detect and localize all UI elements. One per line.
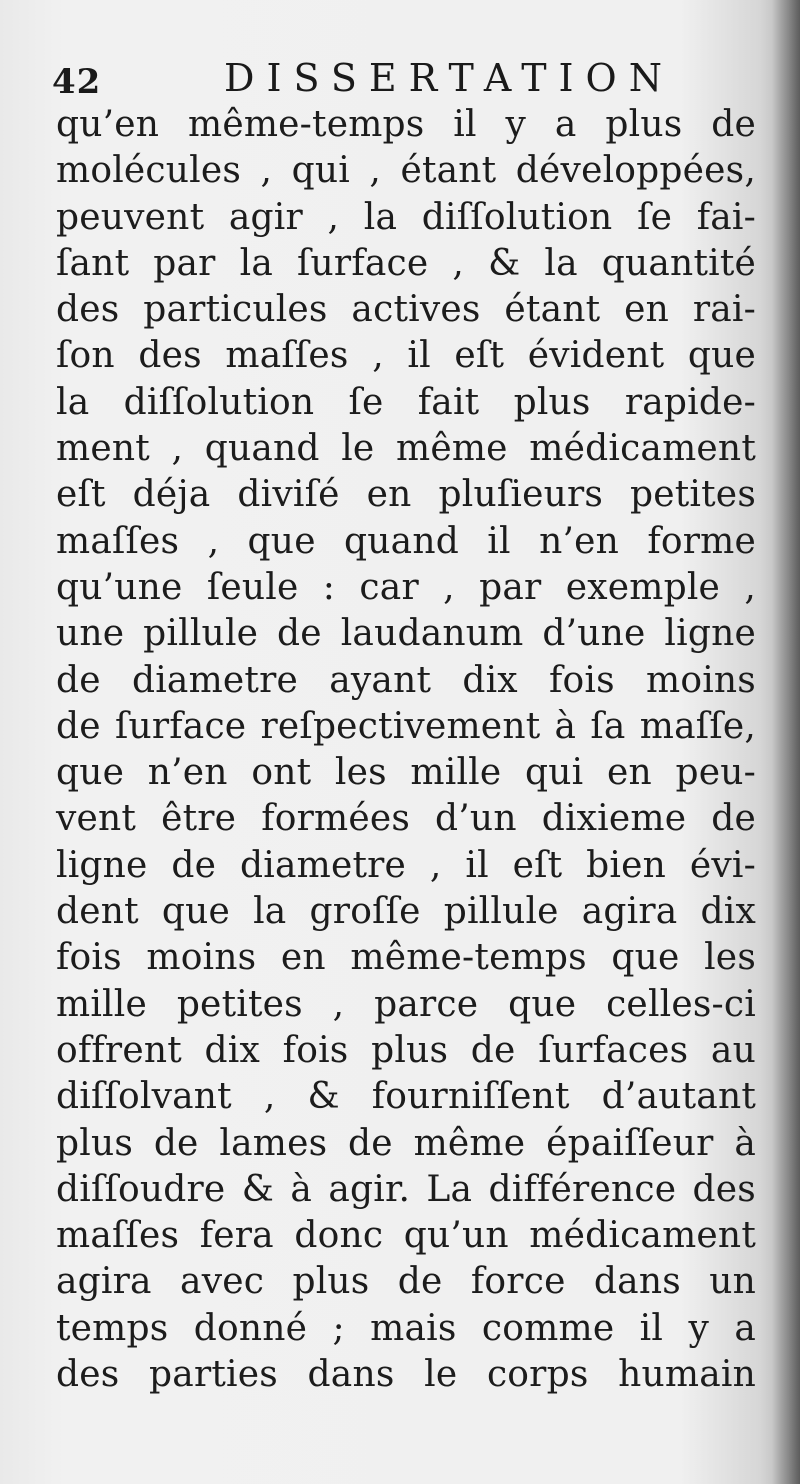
text-line: ſant par la ſurface , & la quantité <box>56 242 756 284</box>
text-line: temps donné ; mais comme il y a <box>56 1307 756 1349</box>
text-line: ſon des maſſes , il eſt évident que <box>56 335 756 377</box>
text-line: ligne de diametre , il eſt bien évi- <box>56 844 756 886</box>
text-line: peuvent agir , la diſſolution ſe fai- <box>56 196 756 238</box>
text-line: agira avec plus de force dans un <box>56 1261 756 1303</box>
page-edge-shadow <box>772 0 800 1484</box>
page-number: 42 <box>52 62 102 102</box>
text-line: de ſurface reſpectivement à ſa maſſe, <box>56 705 756 747</box>
text-line: maſſes fera donc qu’un médicament <box>56 1215 756 1257</box>
text-line: une pillule de laudanum d’une ligne <box>56 613 756 655</box>
text-line: vent être formées d’un dixieme de <box>56 798 756 840</box>
text-line: la diſſolution ſe fait plus rapide- <box>56 381 756 423</box>
text-line: des parties dans le corps humain <box>56 1354 756 1396</box>
text-line: molécules , qui , étant développées, <box>56 150 756 192</box>
running-title: DISSERTATION <box>224 56 674 100</box>
text-line: dent que la groſſe pillule agira dix <box>56 891 756 933</box>
text-line: mille petites , parce que celles-ci <box>56 983 756 1025</box>
text-line: offrent dix fois plus de ſurfaces au <box>56 1029 756 1071</box>
text-line: plus de lames de même épaiſſeur à <box>56 1122 756 1164</box>
text-line: diſſoudre & à agir. La différence des <box>56 1168 756 1210</box>
text-line: qu’en même-temps il y a plus de <box>56 104 756 145</box>
text-line: maſſes , que quand il n’en forme <box>56 520 756 562</box>
text-line: que n’en ont les mille qui en peu- <box>56 752 756 794</box>
text-line: de diametre ayant dix fois moins <box>56 659 756 701</box>
text-line: qu’une ſeule : car , par exemple , <box>56 566 756 608</box>
text-line: des particules actives étant en rai- <box>56 289 756 331</box>
text-line: diſſolvant , & fourniſſent d’autant <box>56 1076 756 1118</box>
text-line: fois moins en même-temps que les <box>56 937 756 979</box>
text-line: ment , quand le même médicament <box>56 428 756 470</box>
body-text <box>56 102 756 1398</box>
text-line: eſt déja diviſé en pluſieurs petites <box>56 474 756 516</box>
